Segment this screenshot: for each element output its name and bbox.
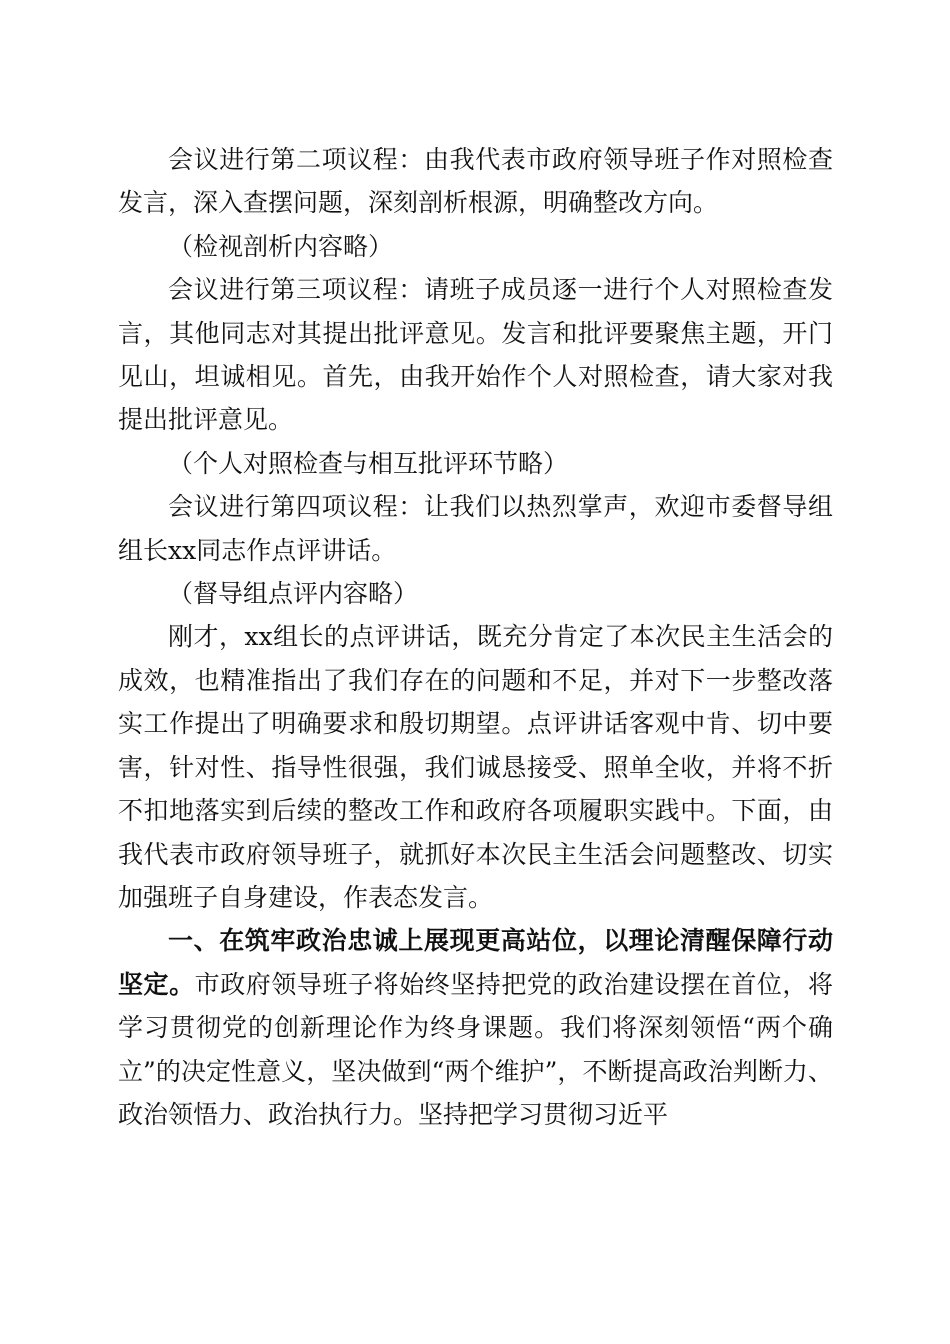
- paragraph-omitted-review: （督导组点评内容略）: [168, 579, 419, 609]
- section-one-body: 市政府领导班子将始终坚持把党的政治建设摆在首位，将学习贯彻党的创新理论作为终身课题。我们将深刻领悟“两个确立”的决定性意义，坚决做到“两个维护”，不断提高政治判断力、政治领悟力、政治执行力。坚持把学习贯彻习近平: [118, 969, 833, 1129]
- paragraph-response-statement: 刚才，xx组长的点评讲话，既充分肯定了本次民主生活会的成效，也精准指出了我们存在的问题和不足，并对下一步整改落实工作提出了明确要求和殷切期望。点评讲话客观中肯、切中要害，针对性、指导性很强，我们诚恳接受、照单全收，并将不折不扣地落实到后续的整改工作和政府各项履职实践中。下面，由我代表市政府领导班子，就抓好本次民主生活会问题整改、切实加强班子自身建设，作表态发言。: [118, 622, 833, 912]
- paragraph-omitted-analysis: （检视剖析内容略）: [168, 231, 394, 261]
- paragraph-omitted-criticism: （个人对照检查与相互批评环节略）: [168, 448, 569, 478]
- paragraph-agenda-item-four: 会议进行第四项议程：让我们以热烈掌声，欢迎市委督导组组长xx同志作点评讲话。: [118, 492, 833, 565]
- document-body: [118, 138, 833, 1136]
- section-one-heading: 一、在筑牢政治忠诚上展现更高站位，以理论清醒保障行动坚定。: [118, 926, 833, 999]
- paragraph-section-one: [118, 919, 833, 1136]
- paragraph-agenda-item-three: 会议进行第三项议程：请班子成员逐一进行个人对照检查发言，其他同志对其提出批评意见。发言和批评要聚焦主题，开门见山，坦诚相见。首先，由我开始作个人对照检查，请大家对我提出批评意见。: [118, 275, 833, 435]
- paragraph-agenda-item-two: 会议进行第二项议程：由我代表市政府领导班子作对照检查发言，深入查摆问题，深刻剖析根源，明确整改方向。: [118, 145, 833, 218]
